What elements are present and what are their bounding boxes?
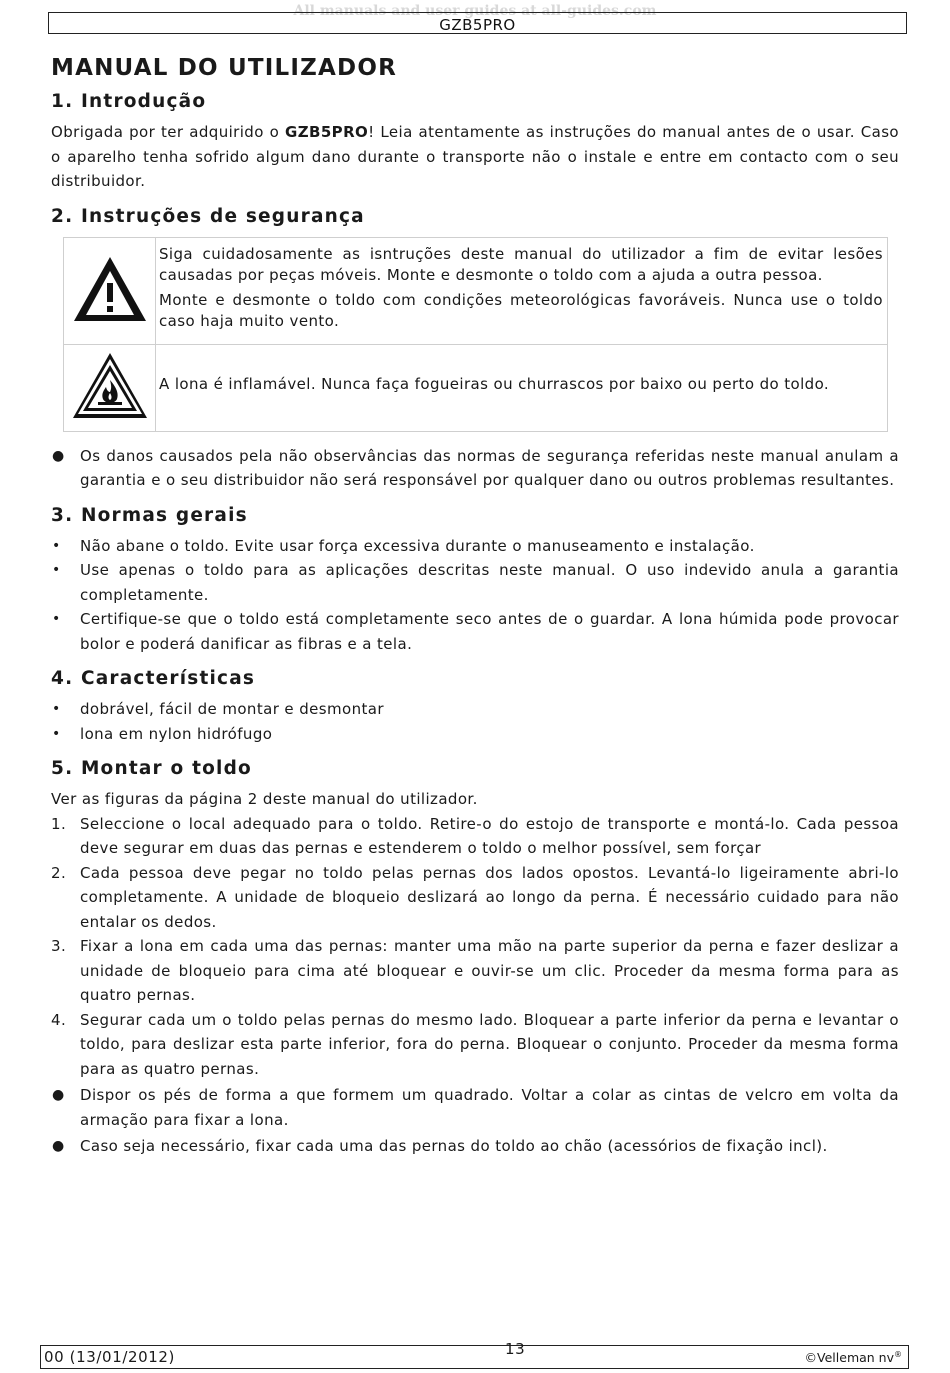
model-name: GZB5PRO: [439, 16, 516, 34]
section-heading-features: 4. Características: [51, 668, 256, 689]
safety-row: [64, 344, 888, 431]
list-item: [51, 861, 899, 935]
intro-product-name: GZB5PRO: [285, 123, 369, 141]
intro-text-after: ! Leia atentamente as instruções do manual antes de o usar. Caso o aparelho tenha sofrido algum dano durante o transporte não o instale e entre em contacto com o seu distribuidor.: [51, 123, 899, 190]
page-content: [51, 55, 899, 1159]
safety-icon-cell: [64, 237, 156, 344]
copyright-text: ©Velleman nv: [804, 1350, 894, 1366]
safety-icon-cell: [64, 344, 156, 431]
list-item-text: lona em nylon hidrófugo: [80, 724, 273, 743]
safety-table: [63, 237, 888, 432]
safety-paragraph: Siga cuidadosamente as isntruções deste manual do utilizador a fim de evitar lesões causadas por peças móveis. Monte e desmonte o toldo com a ajuda a outra pessoa.: [159, 244, 883, 284]
intro-paragraph: [51, 120, 899, 194]
section-heading-assembly: 5. Montar o toldo: [51, 758, 252, 779]
step-number: 3.: [51, 937, 67, 955]
step-number: 4.: [51, 1010, 67, 1029]
list-item-text: Dispor os pés de forma a que formem um quadrado. Voltar a colar as cintas de velcro em volta da armação para fixar a lona.: [80, 1086, 899, 1129]
list-item: [51, 697, 899, 722]
registered-mark: ®: [894, 1350, 902, 1359]
safety-text-cell: [156, 344, 888, 431]
safety-bullet-list: [51, 444, 899, 493]
list-item: [51, 1083, 899, 1132]
page-number: 13: [505, 1340, 526, 1358]
bullet-icon: ●: [52, 1138, 65, 1154]
bullet-icon: •: [52, 537, 61, 554]
step-text: Fixar a lona em cada uma das pernas: manter uma mão na parte superior da perna e fazer deslizar a unidade de bloqueio para cima até bloquear e ouvir-se um clic. Proceder da mesma forma para as quatro pernas.: [80, 937, 899, 1004]
intro-text-before: Obrigada por ter adquirido o: [51, 123, 286, 141]
section-heading-general: 3. Normas gerais: [51, 504, 248, 526]
list-item: [51, 607, 899, 656]
step-text: Cada pessoa deve pegar no toldo pelas pernas dos lados opostos. Levantá-lo ligeiramente abri-lo completamente. A unidade de bloqueio deslizará ao longo da perna. É necessário cuidado para não entalar os dedos.: [80, 863, 899, 931]
bullet-icon: •: [52, 701, 61, 717]
list-item-text: Certifique-se que o toldo está completamente seco antes de o guardar. A lona húmida pode provocar bolor e poderá danificar as fibras e a tela.: [80, 610, 899, 653]
list-item: [51, 444, 899, 493]
list-item: [51, 1008, 899, 1082]
safety-paragraph: A lona é inflamável. Nunca faça fogueiras ou churrascos por baixo ou perto do toldo.: [159, 375, 830, 393]
step-number: 1.: [51, 814, 67, 833]
copyright: [805, 1350, 902, 1365]
assembly-bullet-list: [51, 1083, 899, 1159]
section-heading-safety: 2. Instruções de segurança: [51, 205, 365, 227]
safety-row: [64, 237, 888, 344]
bullet-icon: •: [52, 725, 61, 742]
list-item-text: Os danos causados pela não observâncias das normas de segurança referidas neste manual anulam a garantia e o seu distribuidor não será responsável por qualquer dano ou outros problemas resultantes.: [80, 446, 899, 489]
bullet-icon: ●: [52, 447, 65, 464]
watermark: All manuals and user guides at all-guides.com: [293, 3, 657, 19]
bullet-icon: •: [52, 611, 61, 627]
list-item-text: Use apenas o toldo para as aplicações descritas neste manual. O uso indevido anula a garantia completamente.: [80, 561, 899, 604]
flammable-warning-icon: [70, 350, 150, 422]
step-text: Seleccione o local adequado para o toldo. Retire-o do estojo de transporte e montá-lo. Cada pessoa deve segurar em duas das pernas e estenderem o toldo o melhor possível, sem forçar: [80, 814, 899, 857]
assembly-steps-list: [51, 812, 899, 1082]
list-item-text: Não abane o toldo. Evite usar força excessiva durante o manuseamento e instalação.: [80, 536, 755, 555]
list-item: [51, 534, 899, 559]
page-title: MANUAL DO UTILIZADOR: [51, 55, 397, 81]
bullet-icon: ●: [52, 1087, 65, 1103]
list-item: [51, 722, 899, 747]
bullet-icon: •: [52, 562, 61, 578]
safety-paragraph: Monte e desmonte o toldo com condições meteorológicas favoráveis. Nunca use o toldo caso haja muito vento.: [159, 290, 883, 330]
list-item-text: dobrável, fácil de montar e desmontar: [80, 700, 384, 718]
page-footer: [40, 1340, 909, 1369]
list-item: [51, 812, 899, 861]
page-header: [48, 12, 907, 34]
features-bullet-list: [51, 697, 899, 746]
safety-text-cell: [156, 237, 888, 344]
document-version: 00 (13/01/2012): [44, 1348, 176, 1366]
list-item: [51, 558, 899, 607]
section-heading-introduction: 1. Introdução: [51, 91, 207, 112]
list-item-text: Caso seja necessário, fixar cada uma das pernas do toldo ao chão (acessórios de fixação incl).: [80, 1137, 828, 1155]
general-bullet-list: [51, 534, 899, 657]
assembly-intro: Ver as figuras da página 2 deste manual do utilizador.: [51, 790, 478, 808]
list-item: [51, 1134, 899, 1159]
list-item: [51, 934, 899, 1008]
step-text: Segurar cada um o toldo pelas pernas do mesmo lado. Bloquear a parte inferior da perna e levantar o toldo, para deslizar esta parte inferior, fora do perna. Bloquear o conjunto. Proceder da mesma forma para as quatro pernas.: [80, 1010, 899, 1078]
warning-triangle-icon: [70, 253, 150, 325]
step-number: 2.: [51, 863, 67, 882]
